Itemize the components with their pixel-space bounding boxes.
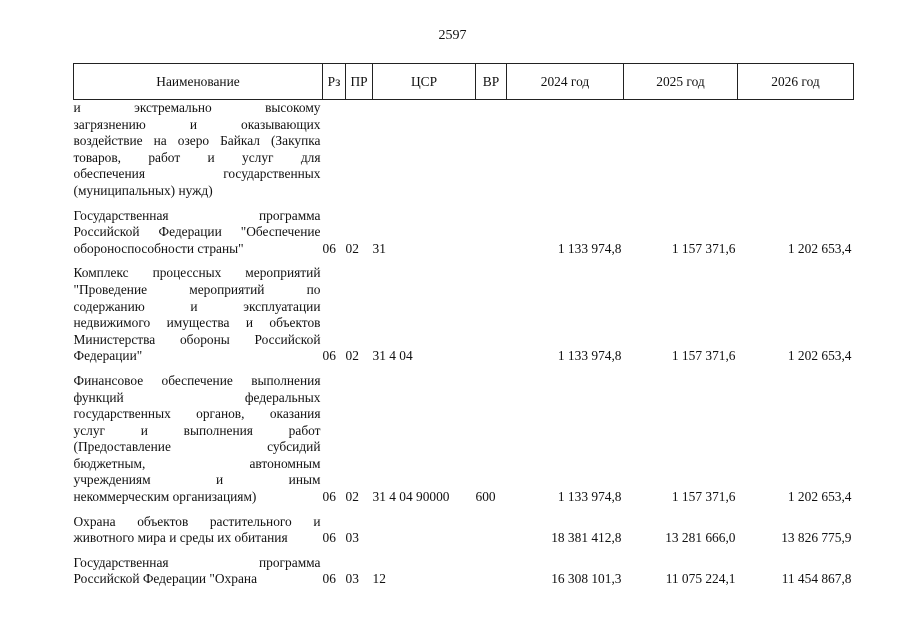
cell-2024: 1 133 974,8: [557, 348, 622, 364]
cell-2025: [624, 100, 738, 208]
name-line: обеспечения государственных: [73, 166, 321, 182]
cell-csr: [373, 100, 476, 208]
cell-vr: [476, 555, 507, 596]
cell-csr: 12: [372, 571, 386, 587]
cell-csr: 31 4 04 90000: [372, 489, 450, 505]
cell-2024: 1 133 974,8: [557, 489, 622, 505]
cell-2025: 13 281 666,0: [665, 530, 736, 546]
name-line: (муниципальных) нужд): [73, 182, 213, 198]
table-row: [74, 208, 854, 266]
cell-2024: [507, 100, 624, 208]
name-line: недвижимого имущества и объектов: [73, 315, 321, 331]
cell-rz: 06: [322, 240, 336, 256]
cell-name: [74, 208, 323, 266]
header-2024: 2024 год: [507, 64, 624, 100]
header-pr: ПР: [346, 64, 373, 100]
name-line: животного мира и среды их обитания: [73, 530, 288, 546]
cell-csr: [373, 514, 476, 555]
cell-2026: 13 826 775,9: [781, 530, 852, 546]
cell-name: [74, 265, 323, 373]
name-line: услуг и выполнения работ: [73, 422, 321, 438]
name-line: обороноспособности страны": [73, 240, 244, 256]
table-row: [74, 555, 854, 596]
cell-2026: 11 454 867,8: [781, 571, 852, 587]
name-line: Охрана объектов растительного и: [73, 513, 321, 529]
header-name: Наименование: [74, 64, 323, 100]
name-line: Министерства обороны Российской: [73, 331, 321, 347]
name-line: содержанию и эксплуатации: [73, 298, 321, 314]
cell-rz: 06: [322, 530, 336, 546]
name-line: государственных органов, оказания: [73, 406, 321, 422]
header-csr: ЦСР: [373, 64, 476, 100]
cell-csr: 31: [372, 240, 386, 256]
header-2025: 2025 год: [624, 64, 738, 100]
cell-vr: [476, 208, 507, 266]
table-row: [74, 373, 854, 514]
cell-2026: 1 202 653,4: [787, 348, 852, 364]
cell-rz: [323, 100, 346, 208]
name-line: (Предоставление субсидий: [73, 439, 321, 455]
name-line: функций федеральных: [73, 389, 321, 405]
name-line: учреждениям и иным: [73, 472, 321, 488]
cell-2024: 16 308 101,3: [551, 571, 622, 587]
cell-csr: 31 4 04: [372, 348, 413, 364]
name-line: Российской Федерации "Обеспечение: [73, 224, 321, 240]
name-line: Российской Федерации "Охрана: [73, 571, 258, 587]
cell-2024: 1 133 974,8: [557, 240, 622, 256]
cell-pr: 02: [345, 240, 359, 256]
cell-name: [74, 555, 323, 596]
cell-pr: 02: [345, 348, 359, 364]
name-line: "Проведение мероприятий по: [73, 281, 321, 297]
cell-2025: 11 075 224,1: [665, 571, 736, 587]
cell-name: [74, 100, 323, 208]
name-line: Государственная программа: [73, 554, 321, 570]
cell-pr: 03: [345, 530, 359, 546]
cell-2025: 1 157 371,6: [671, 489, 736, 505]
name-line: воздействие на озеро Байкал (Закупка: [73, 133, 321, 149]
cell-vr: [476, 514, 507, 555]
cell-vr: [476, 100, 507, 208]
table-row: [74, 265, 854, 373]
cell-2025: 1 157 371,6: [671, 348, 736, 364]
name-line: бюджетным, автономным: [73, 455, 321, 471]
cell-2026: 1 202 653,4: [787, 240, 852, 256]
cell-pr: 03: [345, 571, 359, 587]
header-rz: Рз: [323, 64, 346, 100]
name-line: и экстремально высокому: [73, 100, 321, 115]
name-line: Государственная программа: [73, 207, 321, 223]
name-line: некоммерческим организациям): [73, 489, 257, 505]
cell-2025: 1 157 371,6: [671, 240, 736, 256]
name-line: Финансовое обеспечение выполнения: [73, 372, 321, 388]
cell-vr: [476, 265, 507, 373]
cell-name: [74, 373, 323, 514]
budget-table: [73, 63, 854, 596]
cell-2026: [738, 100, 854, 208]
cell-2026: 1 202 653,4: [787, 489, 852, 505]
cell-pr: 02: [345, 489, 359, 505]
cell-rz: 06: [322, 348, 336, 364]
table-header-row: [74, 64, 854, 100]
cell-name: [74, 514, 323, 555]
cell-rz: 06: [322, 489, 336, 505]
name-line: загрязнению и оказывающих: [73, 116, 321, 132]
table-row: [74, 100, 854, 208]
name-line: Федерации": [73, 348, 143, 364]
cell-2024: 18 381 412,8: [551, 530, 622, 546]
table-row: [74, 514, 854, 555]
header-vr: ВР: [476, 64, 507, 100]
cell-rz: 06: [322, 571, 336, 587]
table-body: [74, 100, 854, 597]
cell-pr: [346, 100, 373, 208]
name-line: Комплекс процессных мероприятий: [73, 265, 321, 281]
name-line: товаров, работ и услуг для: [73, 149, 321, 165]
header-2026: 2026 год: [738, 64, 854, 100]
cell-vr: 600: [475, 489, 496, 505]
page-number: 2597: [438, 28, 467, 43]
